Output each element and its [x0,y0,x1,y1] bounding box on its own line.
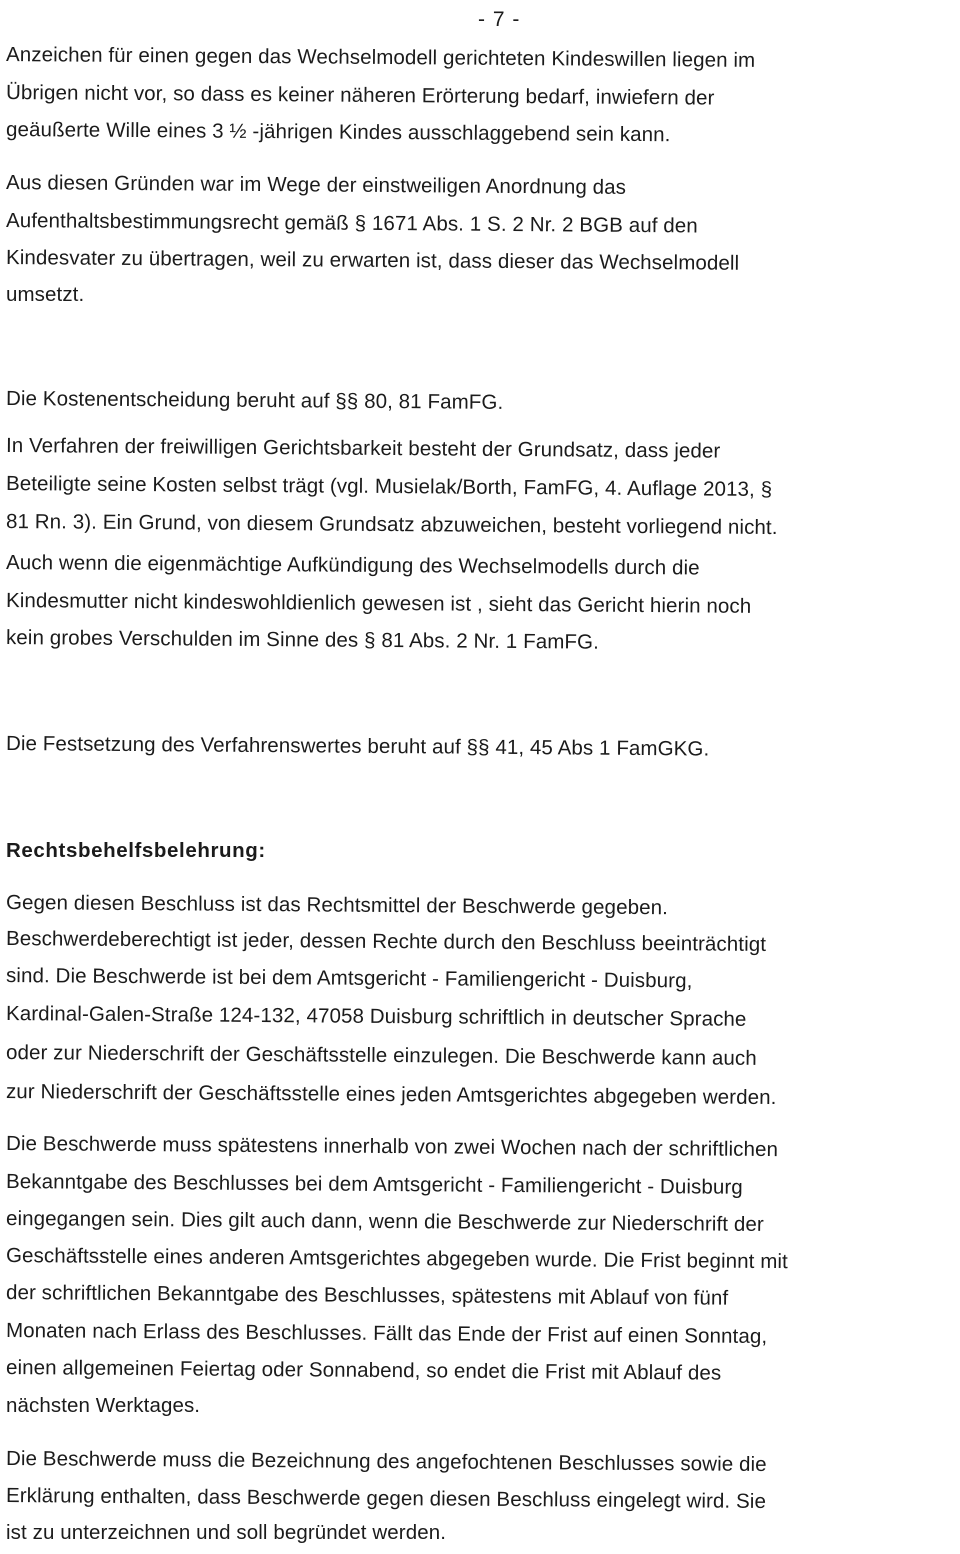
paragraph-line: geäußerte Wille eines 3 ½ -jährigen Kindes ausschlaggebend sein kann. [5,118,671,147]
paragraph-line: Anzeichen für einen gegen das Wechselmodell gerichteten Kindeswillen liegen im [5,43,756,72]
paragraph-line: Aufenthaltsbestimmungsrecht gemäß § 1671 Abs. 1 S. 2 Nr. 2 BGB auf den [5,209,698,238]
paragraph-line: eingegangen sein. Dies gilt auch dann, wenn die Beschwerde zur Niederschrift der [5,1207,764,1236]
paragraph-line: Erklärung enthalten, dass Beschwerde gegen diesen Beschluss eingelegt wird. Sie [5,1484,767,1513]
paragraph-line: Beschwerdeberechtigt ist jeder, dessen Rechte durch den Beschluss beeinträchtigt [5,927,767,956]
paragraph-line: Kindesvater zu übertragen, weil zu erwarten ist, dass dieser das Wechselmodell [5,246,740,275]
paragraph-line: Auch wenn die eigenmächtige Aufkündigung des Wechselmodells durch die [5,551,700,580]
paragraph-line: Beteiligte seine Kosten selbst trägt (vgl. Musielak/Borth, FamFG, 4. Auflage 2013, § [5,472,773,502]
paragraph-line: umsetzt. [6,283,85,306]
paragraph-line: Monaten nach Erlass des Beschlusses. Fällt das Ende der Frist auf einen Sonntag, [5,1319,768,1348]
paragraph-line: Die Beschwerde muss die Bezeichnung des angefochtenen Beschlusses sowie die [5,1447,767,1476]
paragraph-line: ist zu unterzeichnen und soll begründet werden. [6,1521,447,1544]
paragraph-line: der schriftlichen Bekanntgabe des Beschlusses, spätestens mit Ablauf von fünf [5,1281,729,1310]
paragraph-line: Kindesmutter nicht kindeswohldienlich gewesen ist , sieht das Gericht hierin noch [5,589,752,618]
paragraph-line: Gegen diesen Beschluss ist das Rechtsmittel der Beschwerde gegeben. [5,891,669,920]
paragraph-line: In Verfahren der freiwilligen Gerichtsbarkeit besteht der Grundsatz, dass jeder [5,434,721,463]
paragraph-line: Bekanntgabe des Beschlusses bei dem Amtsgericht - Familiengericht - Duisburg [5,1170,743,1199]
paragraph-line: einen allgemeinen Feiertag oder Sonnabend, so endet die Frist mit Ablauf des [5,1356,722,1385]
paragraph-line: Die Kostenentscheidung beruht auf §§ 80, 81 FamFG. [5,387,504,414]
paragraph-line: kein grobes Verschulden im Sinne des § 81 Abs. 2 Nr. 1 FamFG. [5,626,600,654]
paragraph-line: oder zur Niederschrift der Geschäftsstelle einzulegen. Die Beschwerde kann auch [5,1041,757,1070]
paragraph-line: Die Festsetzung des Verfahrenswertes beruht auf §§ 41, 45 Abs 1 FamGKG. [5,732,710,761]
paragraph-line: Geschäftsstelle eines anderen Amtsgerichtes abgegeben wurde. Die Frist beginnt mit [5,1244,789,1274]
paragraph-line: nächsten Werktages. [6,1394,201,1417]
paragraph-line: 81 Rn. 3). Ein Grund, von diesem Grundsatz abzuweichen, besteht vorliegend nicht. [5,510,778,540]
paragraph-line: Die Beschwerde muss spätestens innerhalb von zwei Wochen nach der schriftlichen [5,1132,779,1162]
page-number: - 7 - [478,8,521,31]
paragraph-line: Kardinal-Galen-Straße 124-132, 47058 Duisburg schriftlich in deutscher Sprache [5,1002,747,1031]
paragraph-line: zur Niederschrift der Geschäftsstelle eines jeden Amtsgerichtes abgegeben werden. [5,1080,777,1110]
paragraph-line: sind. Die Beschwerde ist bei dem Amtsgericht - Familiengericht - Duisburg, [5,964,693,993]
section-heading: Rechtsbehelfsbelehrung: [6,839,266,862]
paragraph-line: Übrigen nicht vor, so dass es keiner näheren Erörterung bedarf, inwiefern der [5,81,715,110]
paragraph-line: Aus diesen Gründen war im Wege der einstweiligen Anordnung das [5,171,627,199]
